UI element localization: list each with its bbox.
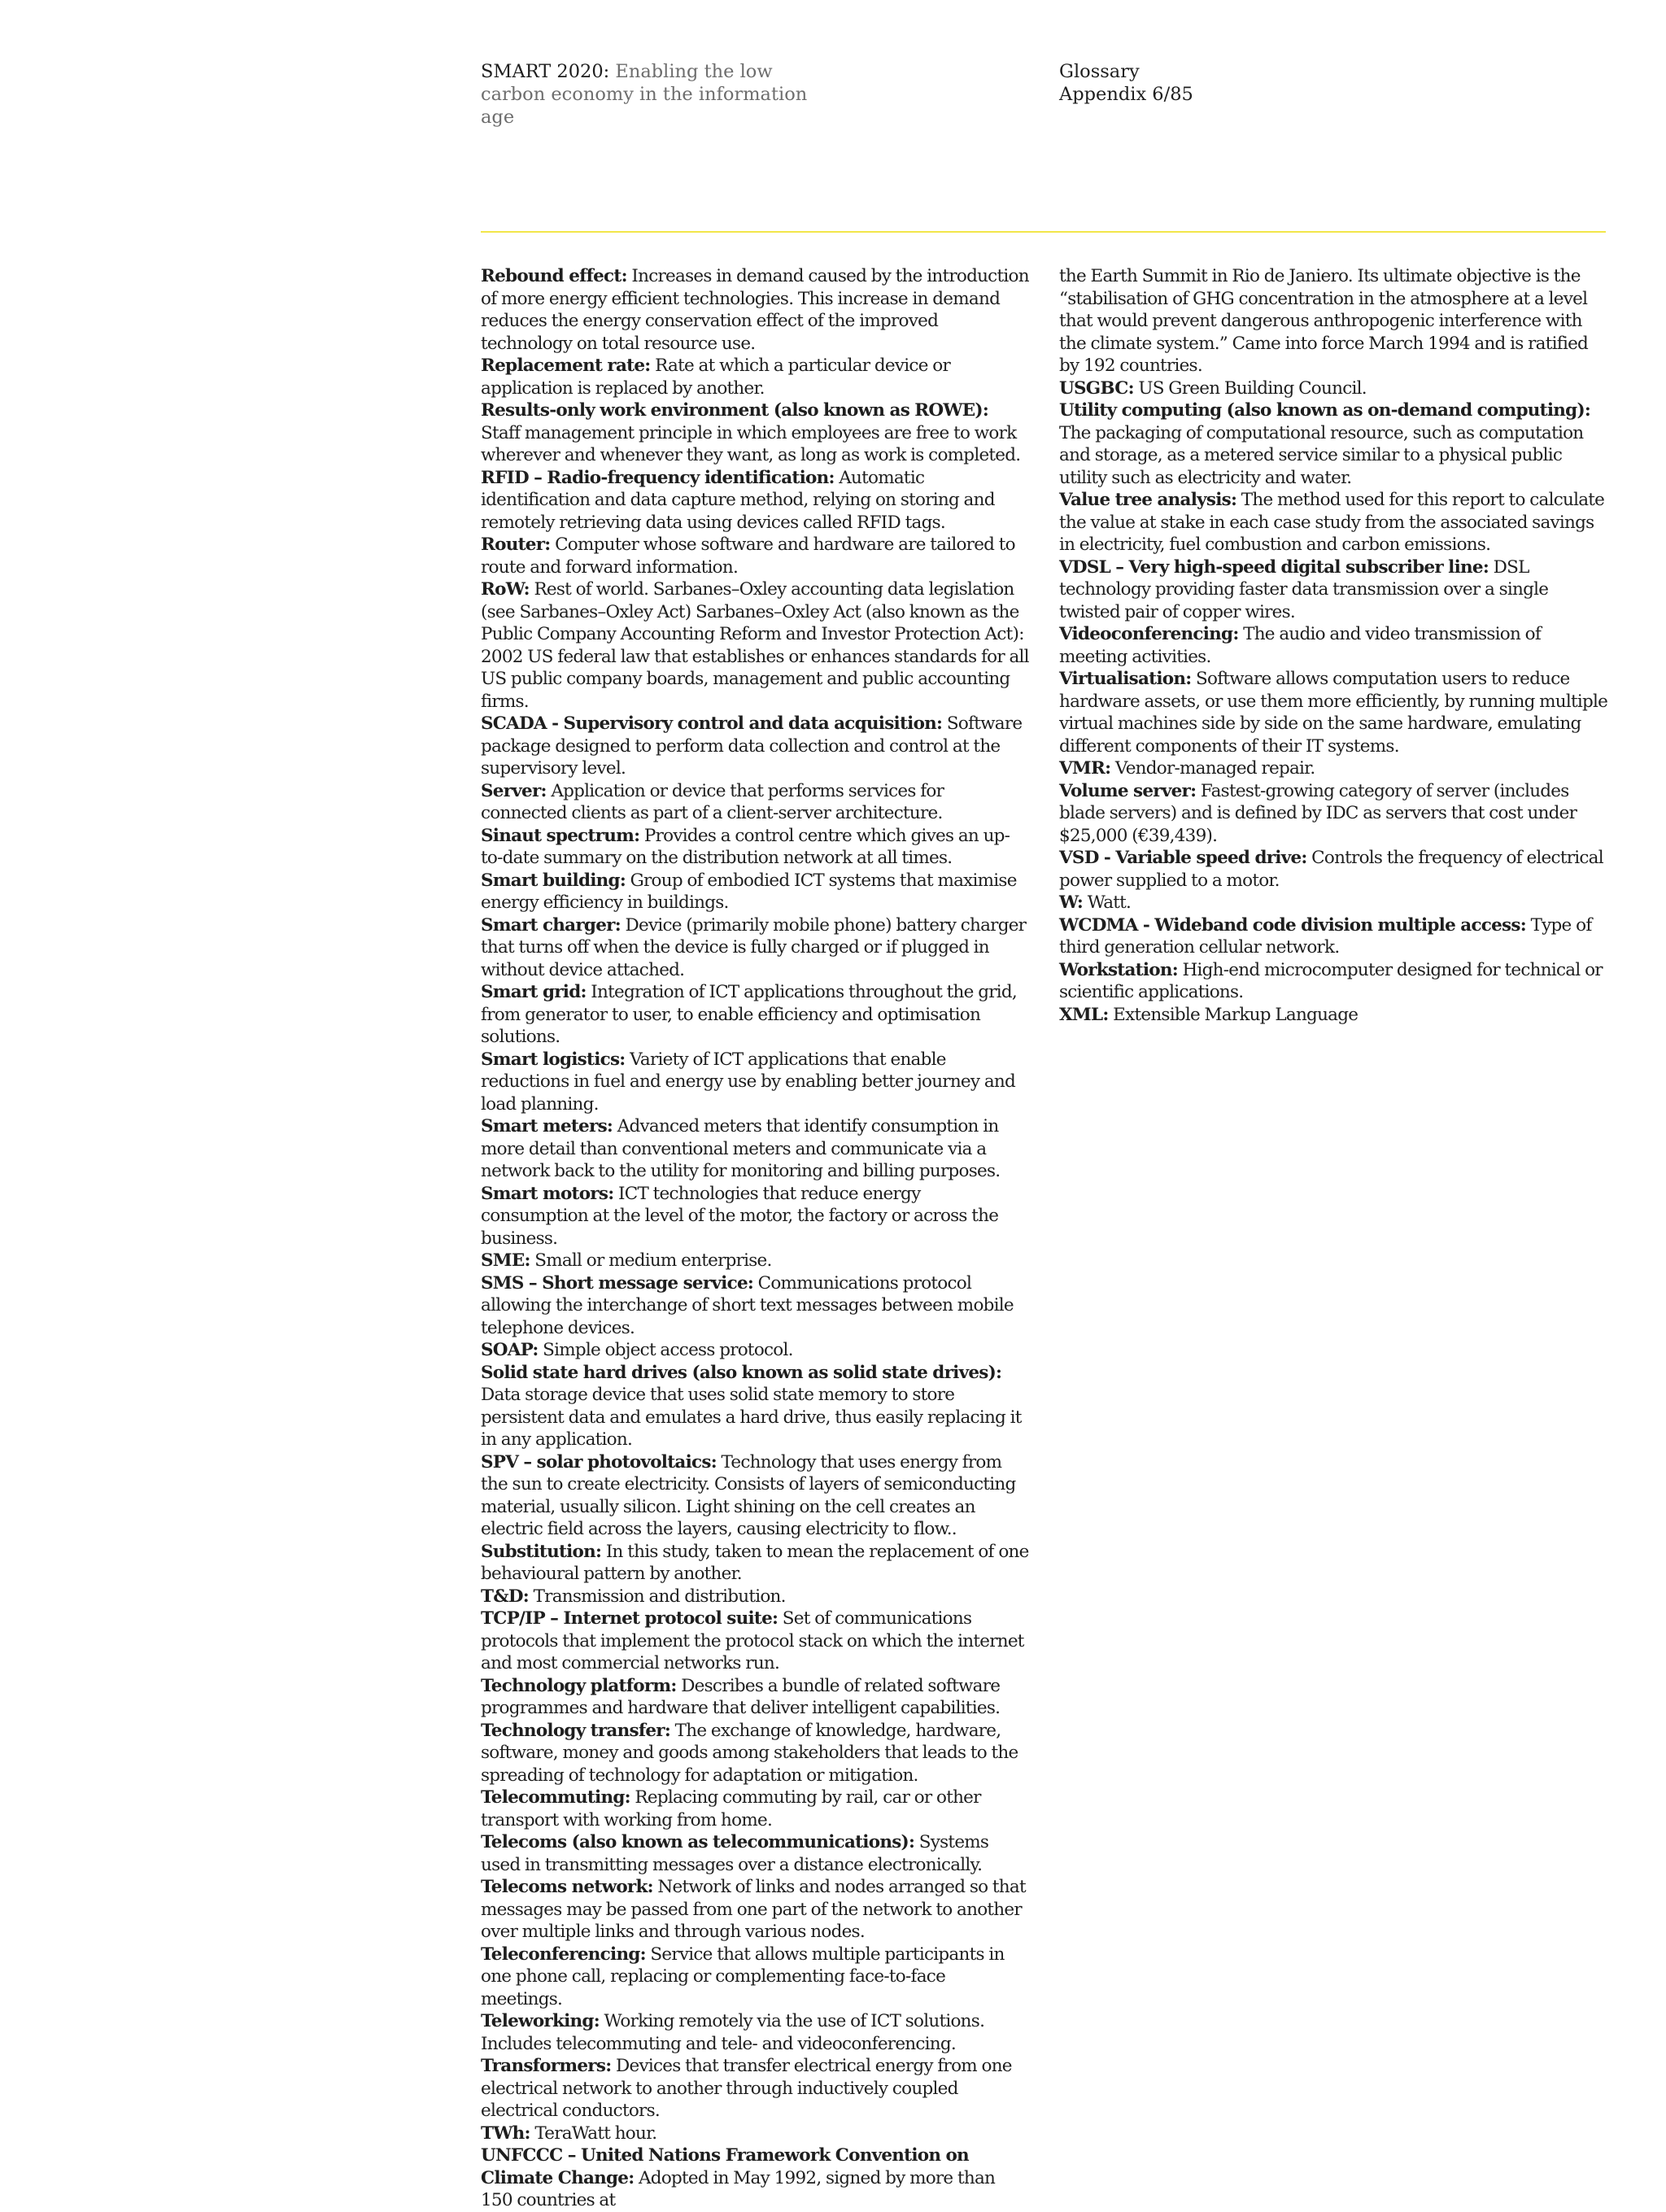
glossary-entry xyxy=(481,1339,1031,1362)
glossary-definition: Group of embodied ICT systems that maximise energy efficiency in buildings. xyxy=(481,870,1017,913)
glossary-definition: US Green Building Council. xyxy=(1138,377,1367,399)
glossary-definition: Working remotely via the use of ICT solutions. Includes telecommuting and tele- and videoconferencing. xyxy=(481,2011,985,2054)
glossary-term: Value tree analysis: xyxy=(1059,490,1237,510)
glossary-entry xyxy=(481,1586,1031,1608)
glossary-entry xyxy=(481,2055,1031,2123)
glossary-entry xyxy=(481,1541,1031,1586)
glossary-term: SMS – Short message service: xyxy=(481,1272,754,1294)
glossary-term: WCDMA - Wideband code division multiple access: xyxy=(1059,914,1526,936)
glossary-entry xyxy=(481,713,1031,780)
glossary-definition: High-end microcomputer designed for technical or scientific applications. xyxy=(1059,959,1603,1002)
glossary-definition: Controls the frequency of electrical power supplied to a motor. xyxy=(1059,848,1603,891)
glossary-definition: ICT technologies that reduce energy consumption at the level of the motor, the factory or across the business. xyxy=(481,1183,999,1249)
glossary-term: RFID – Radio-frequency identification: xyxy=(481,467,835,488)
glossary-definition: Simple object access protocol. xyxy=(543,1340,793,1360)
glossary-definition: The packaging of computational resource, such as computation and storage, as a metered service similar to a physical public utility such as electricity and water. xyxy=(1059,422,1584,488)
glossary-definition: Automatic identification and data capture method, relying on storing and remotely retrieving data using devices called RFID tags. xyxy=(481,467,995,533)
glossary-term: Solid state hard drives (also known as solid state drives): xyxy=(481,1362,1002,1383)
glossary-definition: Integration of ICT applications throughout the grid, from generator to user, to enable efficiency and optimisation solutions. xyxy=(481,982,1017,1047)
glossary-entry xyxy=(481,578,1031,713)
glossary-entry xyxy=(481,780,1031,825)
glossary-definition: Advanced meters that identify consumption in more detail than conventional meters and communicate via a network back to the utility for monitoring and billing purposes. xyxy=(481,1116,1001,1181)
glossary-term: UNFCCC – United Nations Framework Convention on Climate Change: xyxy=(481,2145,969,2188)
glossary-term: Substitution: xyxy=(481,1541,602,1562)
glossary-entry xyxy=(481,355,1031,399)
glossary-term: RoW: xyxy=(481,579,530,600)
glossary-term: Router: xyxy=(481,534,551,555)
document-title: SMART 2020: xyxy=(481,61,610,82)
glossary-term: Utility computing (also known as on-demand computing): xyxy=(1059,400,1591,421)
glossary-term: Smart charger: xyxy=(481,914,621,936)
glossary-entry xyxy=(481,2010,1031,2055)
glossary-term: Telecommuting: xyxy=(481,1787,630,1808)
glossary-entry xyxy=(481,1183,1031,1250)
glossary-definition: In this study, taken to mean the replacement of one behavioural pattern by another. xyxy=(481,1541,1029,1584)
glossary-entry xyxy=(1059,757,1609,780)
glossary-entry xyxy=(481,534,1031,578)
glossary-definition: Rate at which a particular device or application is replaced by another. xyxy=(481,356,950,399)
glossary-term: Server: xyxy=(481,780,547,801)
glossary-entry xyxy=(1059,377,1609,400)
glossary-entry xyxy=(481,399,1031,467)
glossary-entry xyxy=(1059,914,1609,959)
glossary-definition: The method used for this report to calculate the value at stake in each case study from the associated savings in electricity, fuel combustion and carbon emissions. xyxy=(1059,490,1605,555)
glossary-entry xyxy=(1059,959,1609,1004)
glossary-definition: Rest of world. Sarbanes–Oxley accounting data legislation (see Sarbanes–Oxley Act) Sarbanes–Oxley Act (also known as the Public Company Accounting Reform and Investor Protection Act): 2002 US federal law that establishes or enhances standards for all US public company boards, management and public accounting firms. xyxy=(481,579,1029,712)
glossary-entry xyxy=(1059,780,1609,848)
glossary-definition: Extensible Markup Language xyxy=(1113,1004,1359,1025)
glossary-term: XML: xyxy=(1059,1004,1109,1025)
glossary-entry xyxy=(481,825,1031,870)
glossary-definition: Transmission and distribution. xyxy=(533,1586,786,1607)
glossary-entry xyxy=(1059,892,1609,914)
glossary-entry xyxy=(481,1787,1031,1831)
glossary-term: Technology platform: xyxy=(481,1675,677,1696)
glossary-term: TCP/IP – Internet protocol suite: xyxy=(481,1608,778,1629)
glossary-term: USGBC: xyxy=(1059,377,1134,399)
glossary-term: Smart building: xyxy=(481,870,626,891)
glossary-definition: Device (primarily mobile phone) battery charger that turns off when the device is fully charged or if plugged in without device attached. xyxy=(481,914,1027,980)
glossary-term: Virtualisation: xyxy=(1059,669,1192,689)
glossary-entry xyxy=(1059,668,1609,757)
glossary-term: Teleconferencing: xyxy=(481,1944,646,1965)
glossary-entry xyxy=(481,1831,1031,1876)
glossary-definition: Communications protocol allowing the interchange of short text messages between mobile telephone devices. xyxy=(481,1272,1014,1338)
glossary-definition: Type of third generation cellular network. xyxy=(1059,914,1592,958)
section-title: Glossary xyxy=(1059,61,1140,82)
glossary-definition: Provides a control centre which gives an up-to-date summary on the distribution network at all times. xyxy=(481,825,1010,868)
glossary-term: Results-only work environment (also known as ROWE): xyxy=(481,400,989,421)
glossary-term: Sinaut spectrum: xyxy=(481,825,640,846)
glossary-entry xyxy=(481,1250,1031,1272)
glossary-definition: Variety of ICT applications that enable reductions in fuel and energy use by enabling better journey and load planning. xyxy=(481,1049,1016,1115)
glossary-definition: Vendor-managed repair. xyxy=(1114,758,1315,779)
glossary-definition: Increases in demand caused by the introduction of more energy efficient technologies. This increase in demand reduces the energy conservation effect of the improved technology on total resource use. xyxy=(481,266,1029,354)
glossary-term: Smart motors: xyxy=(481,1183,614,1204)
glossary-definition: Fastest-growing category of server (includes blade servers) and is defined by IDC as servers that cost under $25,000 (€39,439). xyxy=(1059,780,1577,846)
glossary-term: Workstation: xyxy=(1059,959,1178,980)
glossary-entry xyxy=(481,1115,1031,1183)
glossary-entry xyxy=(481,1675,1031,1720)
glossary-entry xyxy=(481,870,1031,914)
glossary-term: T&D: xyxy=(481,1586,529,1607)
glossary-definition: Computer whose software and hardware are tailored to route and forward information. xyxy=(481,534,1015,578)
section-header xyxy=(1059,60,1385,106)
glossary-term: Smart meters: xyxy=(481,1116,613,1137)
glossary-entry xyxy=(481,914,1031,982)
glossary-term: Volume server: xyxy=(1059,780,1197,801)
glossary-entry xyxy=(481,1944,1031,2011)
glossary-definition: Software allows computation users to reduce hardware assets, or use them more efficiently, by running multiple virtual machines side by side on the same hardware, emulating different components of their IT systems. xyxy=(1059,669,1608,757)
glossary-definition: The audio and video transmission of meeting activities. xyxy=(1059,624,1542,667)
glossary-definition: TeraWatt hour. xyxy=(534,2123,657,2144)
glossary-definition: Systems used in transmitting messages over a distance electronically. xyxy=(481,1832,989,1875)
glossary-term: Replacement rate: xyxy=(481,356,651,376)
glossary-term: Technology transfer: xyxy=(481,1720,671,1741)
glossary-column-left xyxy=(481,265,1031,2212)
glossary-entry xyxy=(481,1876,1031,1944)
glossary-definition: Technology that uses energy from the sun to create electricity. Consists of layers of semiconducting material, usually silicon. Light shining on the cell creates an electric field across the layers, causing electricity to flow.. xyxy=(481,1451,1016,1539)
header-divider xyxy=(481,231,1606,233)
glossary-term: SME: xyxy=(481,1250,530,1271)
glossary-definition: Software package designed to perform data collection and control at the supervisory level. xyxy=(481,713,1023,779)
glossary-entry xyxy=(481,265,1031,355)
glossary-term: Telecoms (also known as telecommunications): xyxy=(481,1832,915,1852)
glossary-entry xyxy=(481,1720,1031,1787)
glossary-term: VMR: xyxy=(1059,758,1111,779)
glossary-term: Transformers: xyxy=(481,2056,612,2076)
page-number: Appendix 6/85 xyxy=(1059,84,1193,105)
glossary-entry xyxy=(1059,623,1609,668)
glossary-term: SCADA - Supervisory control and data acquisition: xyxy=(481,713,943,734)
glossary-term: Telecoms network: xyxy=(481,1877,653,1897)
glossary-definition: Watt. xyxy=(1087,892,1132,913)
glossary-entry xyxy=(481,2144,1031,2212)
glossary-entry xyxy=(481,1362,1031,1451)
glossary-entry xyxy=(481,1272,1031,1340)
document-header xyxy=(481,60,822,129)
glossary-definition: Staff management principle in which employees are free to work wherever and whenever they want, as long as work is completed. xyxy=(481,422,1021,465)
glossary-definition: Data storage device that uses solid state memory to store persistent data and emulates a hard drive, thus easily replacing it in any application. xyxy=(481,1385,1022,1450)
glossary-term: VDSL – Very high-speed digital subscriber line: xyxy=(1059,556,1489,578)
glossary-term: Smart logistics: xyxy=(481,1049,626,1070)
glossary-definition: Application or device that performs services for connected clients as part of a client-server architecture. xyxy=(481,780,944,823)
glossary-definition: DSL technology providing faster data transmission over a single twisted pair of copper wires. xyxy=(1059,556,1549,622)
glossary-term: Videoconferencing: xyxy=(1059,624,1239,644)
glossary-term: Teleworking: xyxy=(481,2011,600,2031)
glossary-definition: Small or medium enterprise. xyxy=(534,1250,772,1271)
glossary-definition: Service that allows multiple participants in one phone call, replacing or complementing face-to-face meetings. xyxy=(481,1944,1005,2009)
glossary-term: Rebound effect: xyxy=(481,266,627,286)
glossary-definition: Adopted in May 1992, signed by more than 150 countries at xyxy=(481,2167,996,2210)
glossary-definition: Describes a bundle of related software programmes and hardware that deliver intelligent capabilities. xyxy=(481,1675,1001,1718)
glossary-term: SOAP: xyxy=(481,1340,539,1360)
glossary-entry xyxy=(1059,1004,1609,1027)
glossary-term: Smart grid: xyxy=(481,982,587,1002)
glossary-entry xyxy=(481,467,1031,534)
glossary-term: VSD - Variable speed drive: xyxy=(1059,848,1307,868)
glossary-definition: Network of links and nodes arranged so that messages may be passed from one part of the network to another over multiple links and through various nodes. xyxy=(481,1877,1026,1942)
glossary-entry xyxy=(1059,399,1609,489)
glossary-definition: Devices that transfer electrical energy from one electrical network to another through inductively coupled electrical conductors. xyxy=(481,2056,1012,2121)
glossary-entry xyxy=(1059,556,1609,624)
glossary-definition: Set of communications protocols that implement the protocol stack on which the internet and most commercial networks run. xyxy=(481,1608,1024,1673)
glossary-continuation: the Earth Summit in Rio de Janiero. Its ultimate objective is the “stabilisation of GHG concentration in the atmosphere at a level that would prevent dangerous anthropogenic interference with the climate system.” Came into force March 1994 and is ratified by 192 countries. xyxy=(1059,266,1589,376)
document-subtitle: Enabling the low carbon economy in the information age xyxy=(481,61,808,128)
glossary-term: SPV – solar photovoltaics: xyxy=(481,1451,717,1472)
glossary-entry xyxy=(1059,489,1609,556)
glossary-entry xyxy=(481,1049,1031,1116)
glossary-definition: Replacing commuting by rail, car or other transport with working from home. xyxy=(481,1787,981,1830)
glossary-entry xyxy=(481,2123,1031,2145)
glossary-term: W: xyxy=(1059,892,1084,913)
glossary-entry xyxy=(481,981,1031,1049)
glossary-column-right xyxy=(1059,265,1609,1026)
glossary-definition: The exchange of knowledge, hardware, software, money and goods among stakeholders that leads to the spreading of technology for adaptation or mitigation. xyxy=(481,1720,1018,1786)
glossary-entry xyxy=(481,1451,1031,1541)
glossary-term: TWh: xyxy=(481,2123,530,2144)
glossary-entry xyxy=(1059,847,1609,892)
glossary-entry xyxy=(481,1608,1031,1675)
